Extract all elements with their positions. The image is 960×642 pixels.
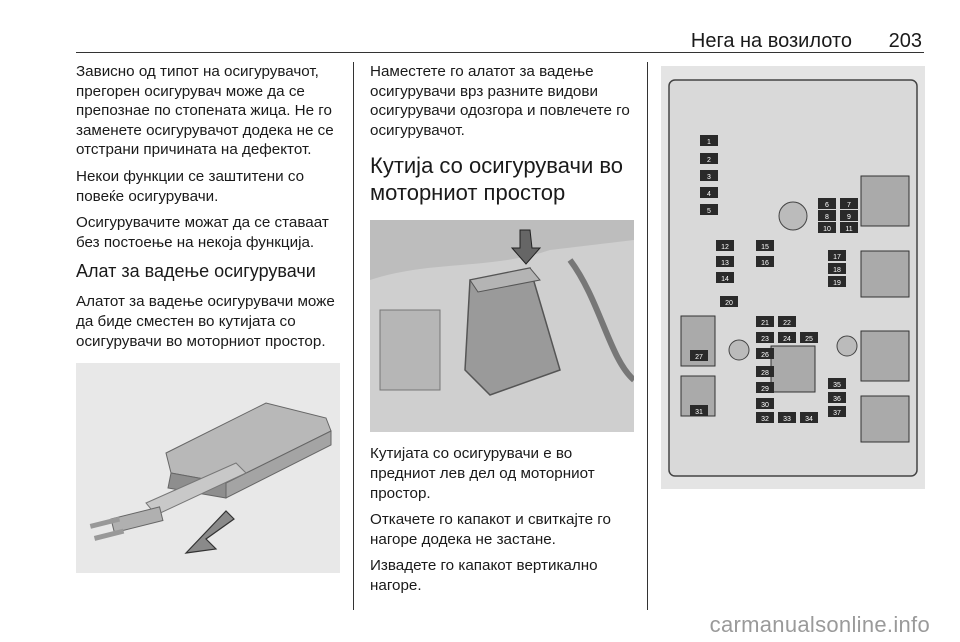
paragraph: Откачете го капакот и свиткајте го нагоре додека не застане.	[370, 511, 611, 548]
fuse-number-label: 2	[707, 157, 711, 164]
fuse-number-label: 20	[725, 300, 733, 307]
fuse-number-label: 36	[833, 396, 841, 403]
fuse-number-label: 30	[761, 402, 769, 409]
paragraph: Некои функции се заштитени со повеќе осигурувачи.	[76, 167, 305, 205]
fuse-number-label: 35	[833, 382, 841, 389]
column-divider	[353, 62, 354, 610]
fuse-number-label: 10	[823, 226, 831, 233]
paragraph: Наместете го алатот за вадење осигурувачи врз разните видови осигурувачи одозгора и повлечете го осигурувачот.	[370, 63, 630, 139]
paragraph: Осигурувачите можат да се ставаат без постоење на некоја функција.	[76, 214, 329, 251]
fuse-number-label: 4	[707, 191, 711, 198]
fuse-number-label: 22	[783, 320, 791, 327]
fuse-number-label: 33	[783, 416, 791, 423]
paragraph: Кутијата со осигурувачи е во предниот лев дел од моторниот простор.	[370, 445, 595, 502]
middle-column	[370, 62, 638, 603]
fuse-number-label: 24	[783, 336, 791, 343]
paragraph: Извадете го капакот вертикално нагоре.	[370, 557, 598, 594]
fuse-number-label: 18	[833, 267, 841, 274]
paragraph: Алатот за вадење осигурувачи може да биде сместен во кутијата со осигурувачи во моторниот простор.	[76, 293, 335, 350]
fuse-number-label: 5	[707, 208, 711, 215]
column-divider	[647, 62, 648, 610]
fuse-number-label: 3	[707, 174, 711, 181]
fuse-number-label: 9	[847, 214, 851, 221]
fuse-number-label: 26	[761, 352, 769, 359]
page-number: 203	[888, 30, 922, 52]
fuse-number-label: 11	[845, 226, 853, 233]
fuse-number-label: 31	[695, 409, 703, 416]
header-title: Нега на возилото	[690, 30, 852, 52]
fuse-number-label: 21	[761, 320, 769, 327]
fuse-puller-illustration	[76, 363, 340, 573]
fuse-number-label: 7	[847, 202, 851, 209]
fuse-number-label: 29	[761, 386, 769, 393]
fuse-box-diagram	[661, 66, 925, 489]
watermark: carmanualsonline.info	[709, 612, 930, 637]
section-heading: Кутија со осигурувачи во моторниот простор	[370, 153, 624, 206]
fuse-number-label: 34	[805, 416, 813, 423]
fuse-number-label: 16	[761, 260, 769, 267]
fuse-number-label: 13	[721, 260, 729, 267]
paragraph: Зависно од типот на осигурувачот, прегорен осигурувач може да се препознае по стопената жица. Не го заменете осигурувачот додека не се отстрани причината на дефектот.	[76, 63, 334, 159]
engine-compartment-photo	[370, 220, 634, 432]
fuse-number-label: 23	[761, 336, 769, 343]
fuse-number-label: 12	[721, 244, 729, 251]
fuse-number-label: 37	[833, 410, 841, 417]
section-heading: Алат за вадење осигурувачи	[76, 261, 316, 282]
fuse-box-svg	[661, 66, 925, 489]
fuse-number-label: 15	[761, 244, 769, 251]
fuse-number-label: 6	[825, 202, 829, 209]
fuse-number-label: 27	[695, 354, 703, 361]
fuse-number-label: 14	[721, 276, 729, 283]
fuse-number-label: 17	[833, 254, 841, 261]
fuse-number-label: 32	[761, 416, 769, 423]
fuse-number-label: 8	[825, 214, 829, 221]
fuse-number-label: 19	[833, 280, 841, 287]
fuse-number-label: 25	[805, 336, 813, 343]
fuse-number-label: 1	[707, 139, 711, 146]
header-rule	[76, 52, 924, 53]
fuse-number-label: 28	[761, 370, 769, 377]
left-column	[76, 62, 344, 573]
